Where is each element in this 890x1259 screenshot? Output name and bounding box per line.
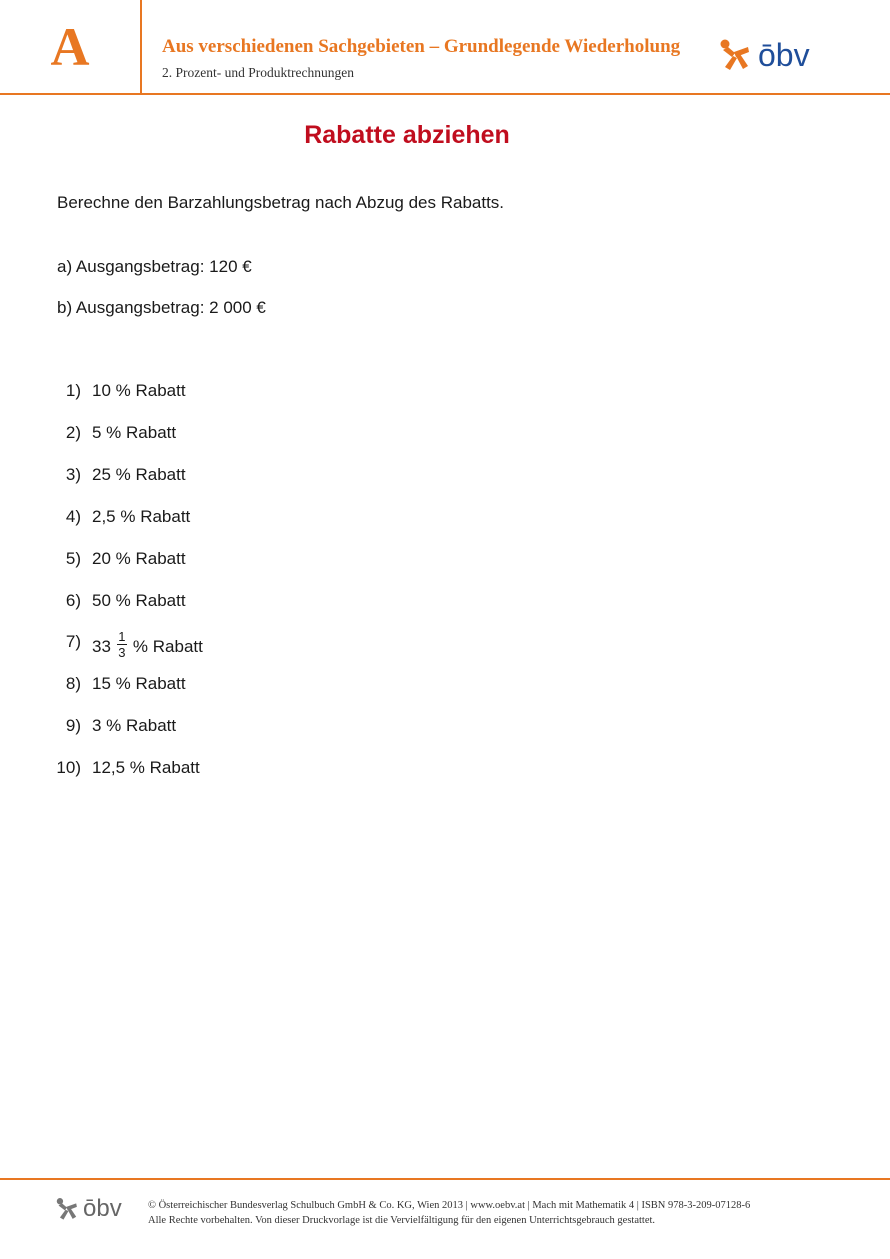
base-amount-a: a) Ausgangsbetrag: 120 €: [57, 257, 252, 276]
item-number: 9): [65, 716, 81, 735]
item-text: 3 % Rabatt: [92, 716, 177, 735]
item-text: 10 % Rabatt: [92, 381, 186, 400]
header-title: Aus verschiedenen Sachgebieten – Grundlegende Wiederholung: [162, 36, 681, 57]
chapter-letter: A: [50, 17, 90, 77]
footer-line-1: © Österreichischer Bundesverlag Schulbuch GmbH & Co. KG, Wien 2013 | www.oebv.at | Mach mit Mathematik 4 | ISBN 978-3-209-07128-6: [148, 1200, 751, 1211]
list-item: [0, 423, 890, 447]
footer-logo: [55, 1197, 122, 1221]
item-number: 3): [65, 465, 81, 484]
item-text: 5 % Rabatt: [92, 423, 177, 442]
footer-divider: [0, 1178, 890, 1180]
logo-wordmark: ōbv: [758, 37, 810, 73]
item-text: 25 % Rabatt: [92, 465, 186, 484]
fraction: [117, 630, 127, 659]
item-number: 10): [56, 758, 81, 777]
instruction: Berechne den Barzahlungsbetrag nach Abzug des Rabatts.: [57, 193, 505, 212]
list-item: [0, 465, 890, 489]
item-number: 7): [65, 632, 81, 651]
list-item: [0, 629, 890, 660]
list-item: [0, 716, 890, 740]
item-text: 12,5 % Rabatt: [92, 758, 200, 777]
header-subtitle: 2. Prozent- und Produktrechnungen: [162, 65, 354, 80]
item-suffix: % Rabatt: [132, 636, 203, 656]
publisher-logo: [718, 38, 810, 72]
fraction-denominator: 3: [118, 645, 126, 660]
list-item: [0, 758, 890, 782]
item-number: 4): [65, 507, 81, 526]
star-icon: [718, 38, 752, 72]
footer-copyright: [148, 1198, 750, 1228]
list-item: [0, 549, 890, 573]
footer-line-2: Alle Rechte vorbehalten. Von dieser Druckvorlage ist die Vervielfältigung für den eigenen Unterrichtsgebrauch gestattet.: [148, 1215, 656, 1226]
header-divider-vertical: [140, 0, 142, 94]
star-icon: [55, 1197, 79, 1221]
item-text: 20 % Rabatt: [92, 549, 186, 568]
base-amount-b: b) Ausgangsbetrag: 2 000 €: [57, 298, 266, 317]
list-item: [0, 591, 890, 615]
list-item: [0, 381, 890, 405]
fraction-numerator: 1: [118, 629, 126, 644]
item-text-fraction: [92, 629, 203, 661]
logo-wordmark: ōbv: [83, 1195, 122, 1222]
item-number: 1): [65, 381, 81, 400]
header-divider-horizontal: [0, 93, 890, 95]
item-number: 8): [65, 674, 81, 693]
page-title: Rabatte abziehen: [304, 121, 510, 149]
item-text: 50 % Rabatt: [92, 591, 186, 610]
list-item: [0, 507, 890, 531]
item-number: 5): [65, 549, 81, 568]
item-text: 2,5 % Rabatt: [92, 507, 191, 526]
item-number: 6): [65, 591, 81, 610]
item-whole: 33: [92, 636, 111, 656]
item-number: 2): [65, 423, 81, 442]
item-text: 15 % Rabatt: [92, 674, 186, 693]
list-item: [0, 674, 890, 698]
